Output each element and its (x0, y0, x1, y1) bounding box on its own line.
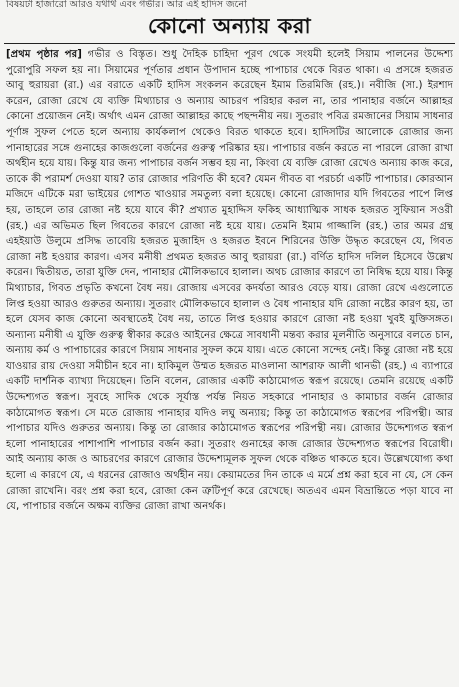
article-body-text: গভীর ও বিস্তৃত। শুধু দৈহিক চাহিদা পূরণ থেকে সংযমী হলেই সিয়াম পালনের উদ্দেশ্য পুরোপুরি সফল হয় না। সিয়ামের পূর্ণতার প্রধান উপাদান হচ্ছে পাপাচার থেকে বিরত থাকা। এ প্রসঙ্গে হজরত আবু হুরায়রা (রা.) এর বরাতে একটি হাদিস সংকলন করেছেন ইমাম তিরমিজি (রহ.)। নবীজি (সা.) ইরশাদ করেন, রোজা রেখে যে ব্যক্তি মিথ্যাচার ও অন্যায় আচরণ পরিহার করল না, তার পানাহার বর্জনে আল্লাহর কোনো প্রয়োজন নেই। অর্থাৎ এমন রোজা আল্লাহর কাছে পছন্দনীয় নয়। সুতরাং পবিত্র রমজানের সিয়াম সাধনার পূর্ণাঙ্গ সুফল পেতে হলে অন্যায় কার্যকলাপ থেকেও বিরত থাকতে হবে। হাদিসটির আলোকে রোজার জন্য পানাহারের সঙ্গে গুনাহের কাজগুলো বর্জনের গুরুত্ব পরিষ্কার হয়। পাপাচার বর্জন করতে না পারলে রোজা রাখা অর্থহীন হয়ে যায়। কিন্তু যার জন্য পাপাচার বর্জন সম্ভব হয় না, কিংবা যে ব্যক্তি রোজা রেখেও অন্যায় কাজ করে, তাকে কী পরামর্শ দেওয়া যায়? তার রোজার পরিণতি কী হবে? যেমন গীবত বা পরচর্চা একটি পাপাচার। কোরআন মজিদে এটিকে মরা ভাইয়ের গোশত খাওয়ার সমতুল্য বলা হয়েছে। কোনো রোজাদার যদি গিবতের পাপে লিপ্ত হয়, তাহলে তার রোজা নষ্ট হয়ে যাবে কী? প্রখ্যাত মুহাদ্দিস ফকিহ আধ্যাত্মিক সাধক হজরত সুফিয়ান সওরী (রহ.) এর অভিমত ছিল গিবতের কারণে রোজা নষ্ট হয়ে যায়। তেমনি ইমাম গাজ্জালি (রহ.) তার অমর গ্রন্থ এহইয়াউ উলুমে প্রসিদ্ধ তাবেয়ি হজরত মুজাহিদ ও হজরত ইবনে শিরিনের উক্তি উদ্ধৃত করেছেন যে, গিবত রোজা নষ্ট হওয়ার কারণ। এসব মনীষী প্রথমত হজরত আবু হুরায়রা (রা.) বর্ণিত হাদিস দলিল হিসেবে উল্লেখ করেন। দ্বিতীয়ত, তারা যুক্তি দেন, পানাহার মৌলিকভাবে হালাল। অথচ রোজার কারণে তা নিষিদ্ধ হয়ে যায়। কিন্তু মিথ্যাচার, গিবত প্রভৃতি কখনো বৈধ নয়। রোজায় এসবের কদর্যতা আরও বেড়ে যায়। রোজা রেখে এগুলোতে লিপ্ত হওয়া আরও গুরুতর অন্যায়। সুতরাং মৌলিকভাবে হালাল ও বৈধ পানাহার যদি রোজা নষ্টের কারণ হয়, তা হলে যেসব কাজ কোনো অবস্থাতেই বৈধ নয়, তাতে লিপ্ত হওয়ার কারণে রোজা নষ্ট হওয়া খুবই যুক্তিসঙ্গত। অন্যান্য মনীষী এ যুক্তি গুরুত্ব স্বীকার করেও আইনের ক্ষেত্রে সাবধানী মন্তব্য করার মূলনীতি অনুসারে বলতে চান, অন্যায় কর্ম ও পাপাচারের কারণে সিয়াম সাধনার সুফল কমে যায়। এতে কোনো সন্দেহ নেই। কিন্তু রোজা নষ্ট হয়ে যাওয়ার রায় দেওয়া সমীচীন হবে না। হাকিমুল উম্মত হজরত মাওলানা আশরাফ আলী থানভী (রহ.) এ ব্যাপারে একটি দার্শনিক ব্যাখ্যা দিয়েছেন। তিনি বলেন, রোজার একটি কাঠামোগত স্বরূপ রয়েছে। তেমনি রয়েছে একটি উদ্দেশ্যগত স্বরূপ। সুবহে সাদিক থেকে সূর্যাস্ত পর্যন্ত নিয়ত সহকারে পানাহার ও কামাচার বর্জন রোজার কাঠামোগত স্বরূপ। সে মতে রোজায় পানাহার যদিও লঘু অন্যায়; কিন্তু তা কাঠামোগত স্বরূপের পরিপন্থী। আর পাপাচার যদিও গুরুতর অন্যায়। কিন্তু তা রোজার কাঠামোগত স্বরূপের পরিপন্থী নয়। রোজার উদ্দেশ্যগত স্বরূপ হলো পানাহারের পাশাপাশি পাপাচার বর্জন করা। সুতরাং গুনাহের কাজ রোজার উদ্দেশ্যগত স্বরূপের বিরোধী। আই অন্যায় কাজ ও আচরণের কারণে রোজার উদ্দেশ্যমূলক সুফল থেকে বঞ্চিত থাকতে হবে। উল্লেখযোগ্য কথা হলো এ কারণে যে, এ ধরনের রোজাও অর্থহীন নয়। কেয়ামতের দিন তাকে এ মর্মে প্রশ্ন করা হবে না যে, সে কেন রোজা রাখেনি। বরং প্রশ্ন করা হবে, রোজা কেন ত্রুটিপূর্ণ করে রেখেছে। অতএব এমন বিভ্রান্তিতে পড়া যাবে না যে, পাপাচার বর্জনে অক্ষম ব্যক্তির রোজা রাখা অনর্থক। (6, 49, 453, 513)
previous-article-cut-line: বিষয়টা হাজারো আরও যথার্থ এবং গভীর। আর এই হাদিস জনো (6, 0, 247, 10)
continued-from-tag: [প্রথম পৃষ্ঠার পর] (6, 49, 82, 60)
article-headline: কোনো অন্যায় করা (147, 14, 312, 38)
headline-divider (4, 43, 455, 44)
article-body (6, 47, 453, 683)
